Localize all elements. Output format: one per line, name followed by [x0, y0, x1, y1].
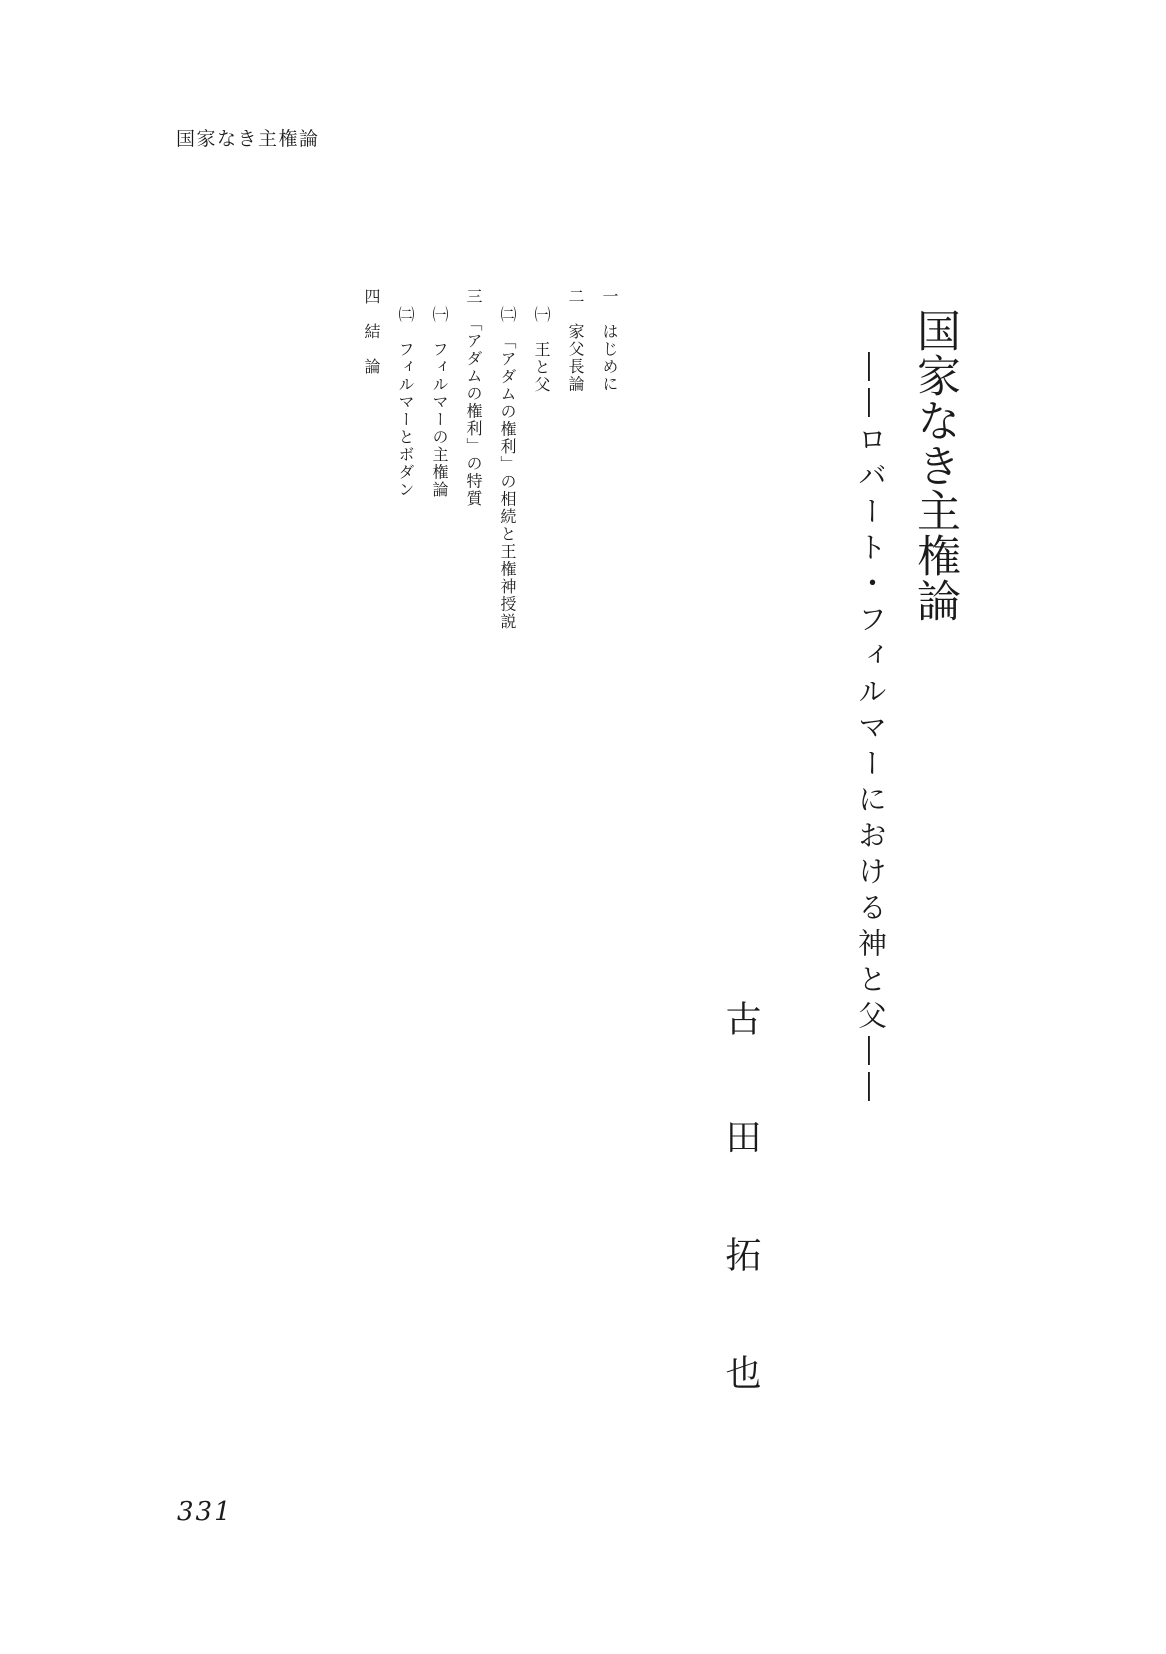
page-number: 331 — [177, 1497, 233, 1527]
toc-item: 二 家父長論 — [566, 288, 585, 393]
article-title: 国家なき主権論 — [909, 308, 960, 623]
toc-item: ㈡ 「アダムの権利」の相続と王権神授説 — [498, 306, 517, 631]
toc-item: 一 はじめに — [600, 288, 619, 393]
table-of-contents — [354, 288, 626, 758]
toc-item: 四 結 論 — [362, 288, 381, 376]
running-header: 国家なき主権論 — [176, 128, 320, 150]
article-subtitle: ――ロバート・フィルマーにおける神と父―― — [854, 352, 888, 1108]
toc-item: ㈡ フィルマーとボダン — [396, 306, 415, 499]
toc-item: 三 「アダムの権利」の特質 — [464, 288, 483, 508]
toc-item: ㈠ フィルマーの主権論 — [430, 306, 449, 499]
author-name: 古田拓也 — [720, 1000, 761, 1472]
toc-item: ㈠ 王と父 — [532, 306, 551, 394]
